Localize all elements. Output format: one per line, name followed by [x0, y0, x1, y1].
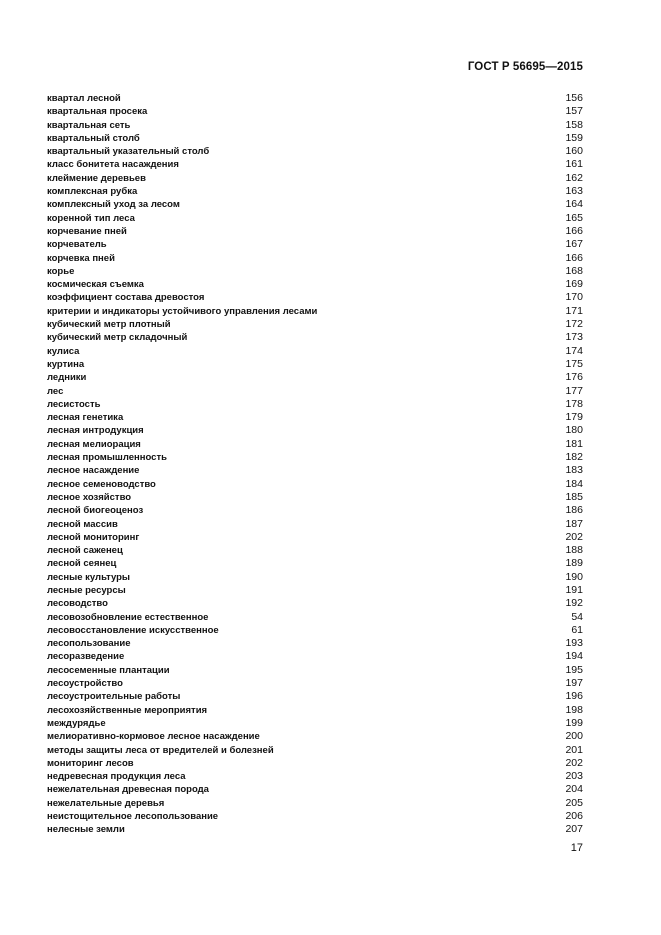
index-term: лесное насаждение: [47, 465, 140, 477]
index-row: [47, 385, 583, 398]
index-page-number: 206: [565, 810, 583, 823]
index-row: [47, 478, 583, 491]
index-term: лесоустроительные работы: [47, 691, 181, 703]
index-term: квартальный столб: [47, 132, 140, 144]
index-page-number: 189: [565, 557, 583, 570]
alphabetical-index-list: [47, 92, 583, 837]
index-page-number: 187: [565, 517, 583, 530]
index-term: клеймение деревьев: [47, 172, 146, 184]
index-term: лесная генетика: [47, 412, 124, 424]
index-row: [47, 172, 583, 185]
index-page-number: 160: [565, 145, 583, 158]
index-row: [47, 438, 583, 451]
index-row: [47, 783, 583, 796]
index-row: [47, 265, 583, 278]
index-term: лесоразведение: [47, 651, 125, 663]
index-page-number: 158: [565, 118, 583, 131]
index-page-number: 178: [565, 397, 583, 410]
index-row: [47, 823, 583, 836]
index-term: лесосеменные плантации: [47, 664, 170, 676]
index-row: [47, 744, 583, 757]
index-page-number: 166: [565, 224, 583, 237]
index-term: лесовозобновление естественное: [47, 611, 209, 623]
index-row: [47, 411, 583, 424]
index-term: мониторинг лесов: [47, 757, 134, 769]
index-row: [47, 158, 583, 171]
index-term: класс бонитета насаждения: [47, 159, 179, 171]
index-row: [47, 252, 583, 265]
index-page-number: 61: [571, 623, 583, 636]
index-term: квартал лесной: [47, 93, 121, 104]
index-page-number: 197: [565, 677, 583, 690]
index-row: [47, 185, 583, 198]
index-row: [47, 677, 583, 690]
index-page-number: 188: [565, 544, 583, 557]
index-term: лесной массив: [47, 518, 118, 530]
index-term: лес: [47, 385, 64, 397]
index-term: коренной тип леса: [47, 212, 135, 224]
index-page-number: 177: [565, 384, 583, 397]
index-page-number: 170: [565, 291, 583, 304]
index-page-number: 171: [565, 304, 583, 317]
index-page-number: 198: [565, 703, 583, 716]
index-row: [47, 704, 583, 717]
index-term: квартальная сеть: [47, 119, 131, 131]
index-row: [47, 770, 583, 783]
index-page-number: 185: [565, 490, 583, 503]
index-row: [47, 358, 583, 371]
index-term: недревесная продукция леса: [47, 771, 186, 783]
index-term: комплексный уход за лесом: [47, 199, 180, 211]
index-page-number: 204: [565, 783, 583, 796]
index-term: лесное хозяйство: [47, 491, 132, 503]
index-row: [47, 637, 583, 650]
index-page-number: 192: [565, 597, 583, 610]
index-page-number: 168: [565, 264, 583, 277]
index-term: лесная промышленность: [47, 452, 167, 464]
index-term: нелесные земли: [47, 824, 125, 836]
index-term: ледники: [47, 372, 87, 384]
index-page-number: 175: [565, 357, 583, 370]
index-term: комплексная рубка: [47, 186, 138, 198]
index-page-number: 179: [565, 411, 583, 424]
page-number: 17: [570, 842, 583, 854]
index-row: [47, 518, 583, 531]
index-term: корчевка пней: [47, 252, 115, 264]
index-row: [47, 318, 583, 331]
index-row: [47, 345, 583, 358]
index-page-number: 176: [565, 371, 583, 384]
index-page-number: 173: [565, 331, 583, 344]
index-row: [47, 278, 583, 291]
index-term: корчевание пней: [47, 225, 127, 237]
index-row: [47, 105, 583, 118]
index-row: [47, 544, 583, 557]
index-row: [47, 531, 583, 544]
index-page-number: 180: [565, 424, 583, 437]
index-term: лесоводство: [47, 598, 108, 610]
index-term: коэффициент состава древостоя: [47, 292, 205, 304]
index-term: лесные ресурсы: [47, 584, 126, 596]
index-row: [47, 690, 583, 703]
index-row: [47, 597, 583, 610]
index-row: [47, 504, 583, 517]
index-row: [47, 398, 583, 411]
index-page-number: 183: [565, 464, 583, 477]
index-term: нежелательная древесная порода: [47, 784, 209, 796]
index-page-number: 162: [565, 171, 583, 184]
index-row: [47, 571, 583, 584]
index-term: лесохозяйственные мероприятия: [47, 704, 208, 716]
index-row: [47, 225, 583, 238]
index-term: космическая съемка: [47, 279, 144, 291]
index-page-number: 190: [565, 570, 583, 583]
index-term: критерии и индикаторы устойчивого управления лесами: [47, 305, 318, 317]
index-term: кубический метр плотный: [47, 319, 171, 331]
index-row: [47, 650, 583, 663]
index-page-number: 54: [571, 610, 583, 623]
index-row: [47, 371, 583, 384]
index-row: [47, 212, 583, 225]
index-page-number: 195: [565, 663, 583, 676]
index-row: [47, 132, 583, 145]
index-row: [47, 238, 583, 251]
index-term: лесопользование: [47, 638, 131, 650]
index-page-number: 165: [565, 211, 583, 224]
index-row: [47, 119, 583, 132]
index-row: [47, 717, 583, 730]
index-term: лесная интродукция: [47, 425, 144, 437]
index-page-number: 156: [565, 92, 583, 104]
index-page-number: 194: [565, 650, 583, 663]
index-page-number: 184: [565, 477, 583, 490]
index-row: [47, 198, 583, 211]
index-row: [47, 557, 583, 570]
index-term: корчеватель: [47, 239, 107, 251]
index-row: [47, 305, 583, 318]
index-term: лесной сеянец: [47, 558, 117, 570]
index-page-number: 201: [565, 743, 583, 756]
index-page-number: 172: [565, 318, 583, 331]
index-term: лесной мониторинг: [47, 531, 140, 543]
index-row: [47, 424, 583, 437]
index-page-number: 163: [565, 185, 583, 198]
index-row: [47, 624, 583, 637]
index-term: квартальный указательный столб: [47, 146, 210, 158]
index-row: [47, 464, 583, 477]
index-row: [47, 491, 583, 504]
index-page-number: 164: [565, 198, 583, 211]
index-term: лесное семеноводство: [47, 478, 156, 490]
index-term: корье: [47, 265, 75, 277]
index-term: кулиса: [47, 345, 80, 357]
index-row: [47, 331, 583, 344]
index-term: лесистость: [47, 398, 101, 410]
index-row: [47, 584, 583, 597]
index-page-number: 200: [565, 730, 583, 743]
index-page-number: 186: [565, 504, 583, 517]
index-row: [47, 730, 583, 743]
index-row: [47, 611, 583, 624]
index-page-number: 202: [565, 756, 583, 769]
index-page-number: 207: [565, 823, 583, 836]
index-term: куртина: [47, 358, 85, 370]
index-term: лесные культуры: [47, 571, 131, 583]
index-term: неистощительное лесопользование: [47, 811, 219, 823]
index-term: лесной саженец: [47, 545, 123, 557]
index-row: [47, 145, 583, 158]
index-page-number: 169: [565, 278, 583, 291]
index-page-number: 196: [565, 690, 583, 703]
index-row: [47, 664, 583, 677]
index-page-number: 203: [565, 770, 583, 783]
index-row: [47, 757, 583, 770]
index-row: [47, 92, 583, 105]
index-page-number: 191: [565, 583, 583, 596]
index-page-number: 205: [565, 796, 583, 809]
index-term: лесовосстановление искусственное: [47, 624, 219, 636]
index-row: [47, 451, 583, 464]
index-term: квартальная просека: [47, 106, 148, 118]
index-page-number: 193: [565, 637, 583, 650]
index-term: мелиоративно-кормовое лесное насаждение: [47, 731, 260, 743]
index-page-number: 167: [565, 238, 583, 251]
index-page-number: 174: [565, 344, 583, 357]
index-row: [47, 291, 583, 304]
document-header-standard: ГОСТ Р 56695—2015: [467, 61, 583, 73]
index-term: методы защиты леса от вредителей и болезней: [47, 744, 274, 756]
index-term: лесоустройство: [47, 678, 123, 690]
index-page-number: 161: [565, 158, 583, 171]
index-term: междурядье: [47, 717, 106, 729]
index-term: лесная мелиорация: [47, 438, 141, 450]
index-page-number: 159: [565, 131, 583, 144]
index-page-number: 157: [565, 105, 583, 118]
index-page-number: 181: [565, 437, 583, 450]
index-page-number: 199: [565, 716, 583, 729]
index-page-number: 166: [565, 251, 583, 264]
index-term: кубический метр складочный: [47, 332, 188, 344]
index-row: [47, 797, 583, 810]
index-term: лесной биогеоценоз: [47, 505, 144, 517]
index-term: нежелательные деревья: [47, 797, 165, 809]
index-page-number: 182: [565, 451, 583, 464]
index-row: [47, 810, 583, 823]
index-page-number: 202: [565, 530, 583, 543]
